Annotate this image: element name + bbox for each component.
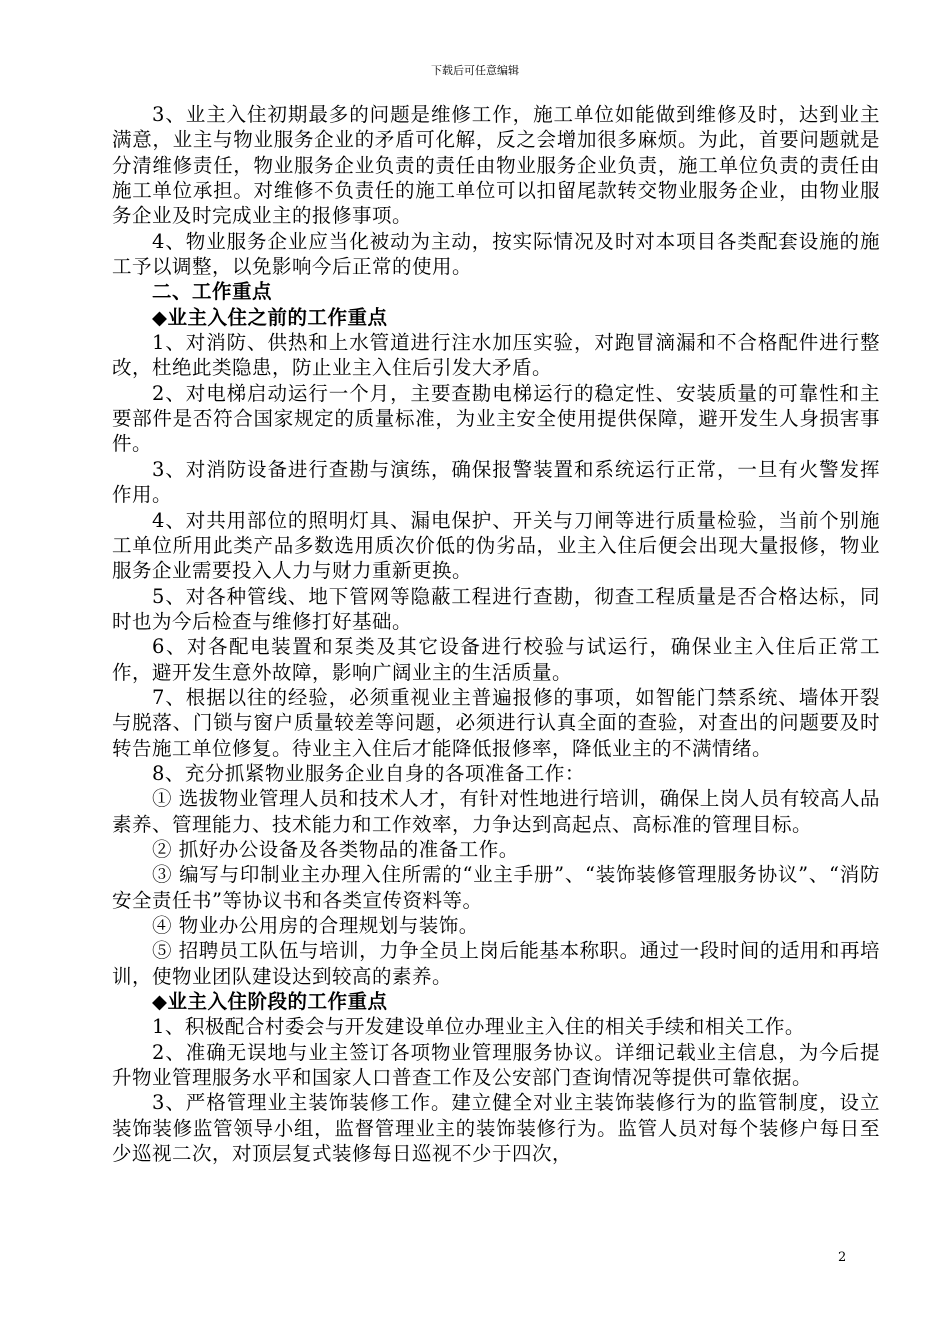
section-heading: 二、工作重点 — [152, 280, 273, 304]
paragraph: 3、业主入住初期最多的问题是维修工作，施工单位如能做到维修及时，达到业主满意，业主与物业服务企业的矛盾可化解，反之会增加很多麻烦。为此，首要问题就是分清维修责任，物业服务企业负责的责任由物业服务企业负责，施工单位负责的责任由施工单位承担。对维修不负责任的施工单位可以扣留尾款转交物业服务企业，由物业服务企业及时完成业主的报修事项。 — [112, 103, 880, 228]
paragraph: 7、根据以往的经验，必须重视业主普遍报修的事项，如智能门禁系统、墙体开裂与脱落、门锁与窗户质量较差等问题，必须进行认真全面的查验，对查出的问题要及时转告施工单位修复。待业主入住后才能降低报修率，降低业主的不满情绪。 — [112, 685, 880, 760]
paragraph: 3、严格管理业主装饰装修工作。建立健全对业主装饰装修行为的监管制度，设立装饰装修监管领导小组，监督管理业主的装饰装修行为。监管人员对每个装修户每日至少巡视二次，对顶层复式装修每日巡视不少于四次， — [112, 1091, 880, 1166]
paragraph: 8、充分抓紧物业服务企业自身的各项准备工作： — [152, 761, 585, 785]
paragraph: 4、物业服务企业应当化被动为主动，按实际情况及时对本项目各类配套设施的施工予以调整，以免影响今后正常的使用。 — [112, 229, 880, 279]
subsection-heading: ◆业主入住阶段的工作重点 — [152, 990, 388, 1014]
list-item: ④ 物业办公用房的合理规划与装饰。 — [152, 914, 479, 937]
paragraph: 5、对各种管线、地下管网等隐蔽工程进行查勘，彻查工程质量是否合格达标，同时也为今后检查与维修打好基础。 — [112, 584, 880, 633]
subsection-heading: ◆业主入住之前的工作重点 — [152, 305, 388, 329]
paragraph: 1、积极配合村委会与开发建设单位办理业主入住的相关手续和相关工作。 — [152, 1015, 805, 1039]
paragraph: 2、对电梯启动运行一个月，主要查勘电梯运行的稳定性、安装质量的可靠性和主要部件是否符合国家规定的质量标准，为业主安全使用提供保障，避开发生人身损害事件。 — [112, 381, 880, 456]
list-item: ⑤ 招聘员工队伍与培训，力争全员上岗后能基本称职。通过一段时间的适用和再培训，使物业团队建设达到较高的素养。 — [112, 939, 880, 988]
paragraph: 2、准确无误地与业主签订各项物业管理服务协议。详细记载业主信息，为今后提升物业管理服务水平和国家人口普查工作及公安部门查询情况等提供可靠依据。 — [112, 1040, 880, 1090]
page-number: 2 — [838, 1250, 847, 1265]
list-item: ② 抓好办公设备及各类物品的准备工作。 — [152, 837, 519, 861]
document-body — [112, 102, 880, 1166]
paragraph: 3、对消防设备进行查勘与演练，确保报警装置和系统运行正常，一旦有火警发挥作用。 — [112, 457, 880, 507]
page-header: 下载后可任意编辑 — [431, 64, 519, 77]
paragraph: 6、对各配电装置和泵类及其它设备进行校验与试运行，确保业主入住后正常工作，避开发生意外故障，影响广阔业主的生活质量。 — [112, 635, 880, 684]
list-item: ① 选拔物业管理人员和技术人才，有针对性地进行培训，确保上岗人员有较高人品素养、管理能力、技术能力和工作效率，力争达到高起点、高标准的管理目标。 — [112, 787, 880, 836]
paragraph: 4、对共用部位的照明灯具、漏电保护、开关与刀闸等进行质量检验，当前个别施工单位所用此类产品多数选用质次价低的伪劣品，业主入住后便会出现大量报修，物业服务企业需要投入人力与财力重新更换。 — [112, 508, 880, 583]
paragraph: 1、对消防、供热和上水管道进行注水加压实验，对跑冒滴漏和不合格配件进行整改，杜绝此类隐患，防止业主入住后引发大矛盾。 — [112, 331, 880, 380]
list-item: ③ 编写与印制业主办理入住所需的“业主手册”、“装饰装修管理服务协议”、“消防安全责任书”等协议书和各类宣传资料等。 — [112, 863, 880, 912]
